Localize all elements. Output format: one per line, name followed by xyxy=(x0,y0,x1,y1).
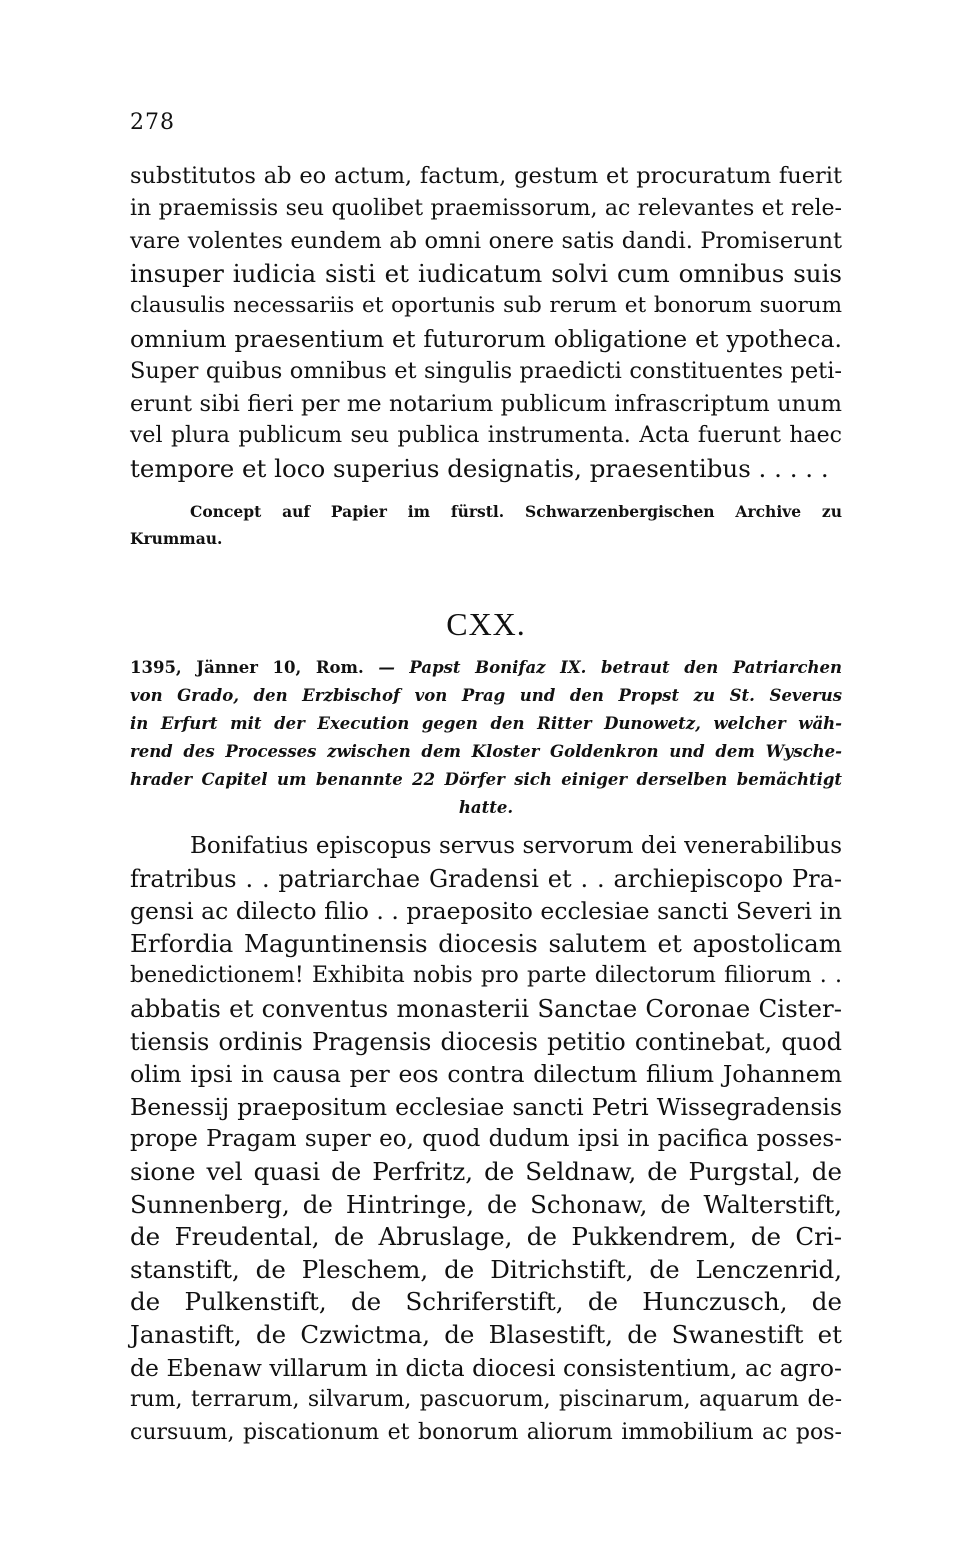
charter-text xyxy=(130,830,842,1449)
regest-line: rend des Processes zwischen dem Kloster Goldenkron und dem Wysche- xyxy=(130,742,842,761)
text-line: rum, terrarum, silvarum, pascuorum, piscinarum, aquarum de- xyxy=(130,1387,842,1413)
text-line: in praemissis seu quolibet praemissorum, ac relevantes et rele- xyxy=(130,195,842,221)
text-line: tiensis ordinis Pragensis diocesis petitio continebat, quod xyxy=(130,1027,842,1056)
text-line: Super quibus omnibus et singulis praedicti constituentes peti- xyxy=(130,358,842,384)
text-line: erunt sibi fieri per me notarium publicum infrascriptum unum xyxy=(130,390,842,417)
text-line: cursuum, piscationum et bonorum aliorum immobilium ac pos- xyxy=(130,1419,842,1445)
text-line: vare volentes eundem ab omni onere satis dandi. Promiserunt xyxy=(130,228,842,254)
text-line: omnium praesentium et futurorum obligatione et ypotheca. xyxy=(130,324,842,353)
regest-line: in Erfurt mit der Execution gegen den Ritter Dunowetz, welcher wäh- xyxy=(130,714,842,733)
text-line: clausulis necessariis et oportunis sub rerum et bonorum suorum xyxy=(130,293,842,318)
text-line: Erfordia Maguntinensis diocesis salutem et apostolicam xyxy=(130,928,842,958)
text-line: de Freudental, de Abruslage, de Pukkendrem, de Cri- xyxy=(130,1222,842,1252)
text-line: de Ebenaw villarum in dicta diocesi consistentium, ac agro- xyxy=(130,1353,842,1382)
text-line: Benessij praepositum ecclesiae sancti Petri Wissegradensis xyxy=(130,1092,842,1121)
text-line: vel plura publicum seu publica instrumenta. Acta fuerunt haec xyxy=(130,423,842,448)
note-line: Krummau. xyxy=(130,529,223,548)
note-line: Concept auf Papier im fürstl. Schwarzenbergischen Archive zu xyxy=(190,502,842,521)
text-line: sione vel quasi de Perfritz, de Seldnaw, de Purgstal, de xyxy=(130,1156,842,1186)
page-number: 278 xyxy=(130,110,175,135)
regest-line xyxy=(130,654,842,682)
text-line: Bonifatius episcopus servus servorum dei venerabilibus xyxy=(190,833,842,859)
regest-line-text: — Papst Bonifaz IX. betraut den Patriarchen xyxy=(378,658,842,677)
regest-line: von Grado, den Erzbischof von Prag und den Propst zu St. Severus xyxy=(130,686,842,705)
text-line: Sunnenberg, de Hintringe, de Schonaw, de Walterstift, xyxy=(130,1189,842,1219)
text-line: stanstift, de Pleschem, de Ditrichstift, de Lenczenrid, xyxy=(130,1254,842,1284)
document-number-heading: CXX. xyxy=(446,606,526,642)
text-line: gensi ac dilecto filio . . praeposito ecclesiae sancti Severi in xyxy=(130,897,842,926)
text-line: prope Pragam super eo, quod dudum ipsi in pacifica posses- xyxy=(130,1126,842,1153)
text-line: benedictionem! Exhibita nobis pro parte dilectorum filiorum . . xyxy=(130,963,842,989)
text-line: fratribus . . patriarchae Gradensi et . . archiepiscopo Pra- xyxy=(130,864,842,893)
text-line: substitutos ab eo actum, factum, gestum et procuratum fuerit xyxy=(130,163,842,189)
regest-date: 1395, Jänner 10, Rom. xyxy=(130,658,364,677)
text-line: insuper iudicia sisti et iudicatum solvi cum omnibus suis xyxy=(130,258,842,288)
text-line: de Pulkenstift, de Schriferstift, de Hunczusch, de xyxy=(130,1287,842,1317)
text-line: tempore et loco superius designatis, praesentibus . . . . . xyxy=(130,453,829,483)
text-line: olim ipsi in causa per eos contra dilectum filium Johannem xyxy=(130,1060,842,1089)
text-line: abbatis et conventus monasterii Sanctae Coronae Cister- xyxy=(130,993,842,1023)
source-note xyxy=(130,498,842,552)
continuation-text xyxy=(130,160,842,485)
regest-summary xyxy=(130,654,842,822)
text-line: Janastift, de Czwictma, de Blasestift, de Swanestift et xyxy=(130,1319,842,1349)
regest-line: hatte. xyxy=(458,798,514,817)
regest-line: hrader Capitel um benannte 22 Dörfer sich einiger derselben bemächtigt xyxy=(130,770,842,789)
